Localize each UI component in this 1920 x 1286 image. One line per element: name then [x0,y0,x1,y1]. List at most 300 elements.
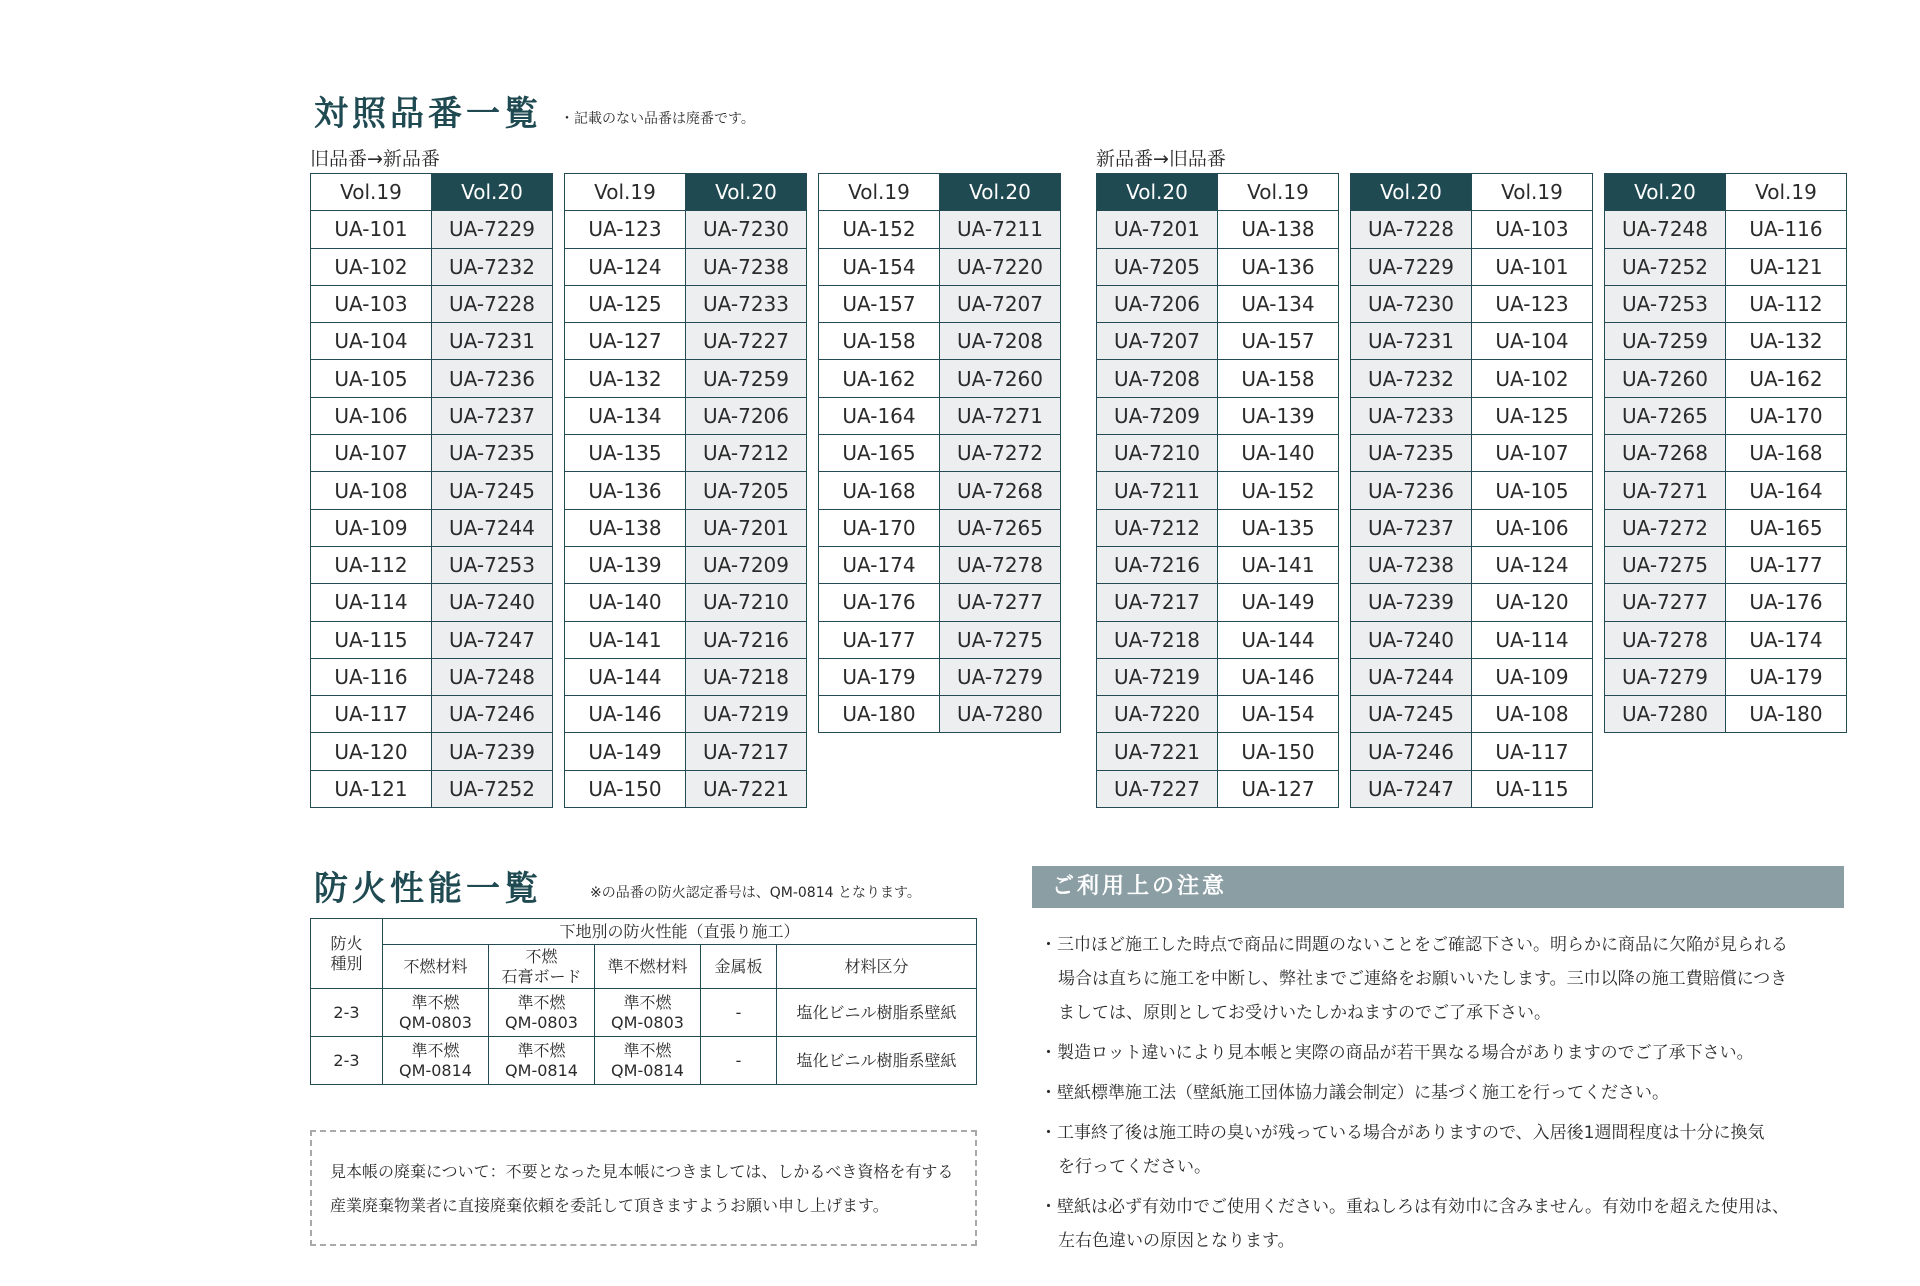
table-cell: UA-7235 [432,435,553,472]
notice-item [1040,1190,1850,1258]
table-cell: UA-7245 [1351,696,1472,733]
table-cell: UA-144 [565,658,686,695]
table-row [311,211,553,248]
table-cell: UA-117 [1472,733,1593,770]
table-row [1605,360,1847,397]
notice-title-bar: ご利用上の注意 [1032,866,1844,908]
table-row [1351,509,1593,546]
table-cell: UA-7227 [686,323,807,360]
table-row [565,248,807,285]
table-row [1351,435,1593,472]
table-cell: UA-103 [311,285,432,322]
table-cell: UA-7233 [686,285,807,322]
table-cell: UA-7280 [1605,696,1726,733]
table-row [1097,621,1339,658]
fire-cell: - [701,989,777,1037]
crossref-note: ・記載のない品番は廃番です。 [560,111,755,127]
column-header: Vol.20 [432,174,553,211]
table-cell: UA-7209 [686,546,807,583]
table-row [1605,658,1847,695]
fire-note: ※の品番の防火認定番号は、QM-0814 となります。 [590,885,921,901]
table-row [565,584,807,621]
table-cell: UA-162 [819,360,940,397]
table-row [1605,621,1847,658]
fire-performance-table [310,918,977,1085]
table-cell: UA-7229 [432,211,553,248]
table-row [819,658,1061,695]
table-cell: UA-105 [311,360,432,397]
fire-title: 防火性能一覧 [314,869,542,909]
table-row [1351,472,1593,509]
fire-cell: 準不燃 QM-0814 [383,1037,489,1085]
disposal-line: 産業廃棄物業者に直接廃棄依頼を委託して頂きますようお願い申し上げます。 [330,1196,889,1215]
table-cell: UA-7221 [686,770,807,807]
table-cell: UA-180 [819,696,940,733]
table-cell: UA-150 [1218,733,1339,770]
fire-col-header: 不燃材料 [383,945,489,989]
table-cell: UA-7244 [432,509,553,546]
table-cell: UA-176 [1726,584,1847,621]
table-cell: UA-7278 [1605,621,1726,658]
table-cell: UA-102 [1472,360,1593,397]
table-cell: UA-7252 [1605,248,1726,285]
table-cell: UA-7219 [686,696,807,733]
table-cell: UA-176 [819,584,940,621]
table-cell: UA-135 [565,435,686,472]
table-cell: UA-117 [311,696,432,733]
table-row [819,248,1061,285]
table-row [1097,509,1339,546]
table-row [1351,584,1593,621]
table-row [819,285,1061,322]
table-cell: UA-7259 [686,360,807,397]
table-cell: UA-104 [311,323,432,360]
notice-line: 場合は直ちに施工を中断し、弊社までご連絡をお願いいたします。三巾以降の施工費賠償につき [1058,969,1788,989]
table-row [565,546,807,583]
table-cell: UA-136 [565,472,686,509]
table-row [565,733,807,770]
table-cell: UA-107 [1472,435,1593,472]
table-row [1351,770,1593,807]
table-row [1605,546,1847,583]
table-cell: UA-7279 [940,658,1061,695]
table-cell: UA-7207 [940,285,1061,322]
notice-line: ・製造ロット違いにより見本帳と実際の商品が若干異なる場合がありますのでご了承下さい。 [1040,1043,1754,1063]
table-cell: UA-7229 [1351,248,1472,285]
table-cell: UA-132 [1726,323,1847,360]
table-row [1097,546,1339,583]
table-cell: UA-7216 [686,621,807,658]
fire-cell: 準不燃 QM-0803 [595,989,701,1037]
table-cell: UA-168 [1726,435,1847,472]
table-row [311,584,553,621]
table-cell: UA-7219 [1097,658,1218,695]
table-row [1097,360,1339,397]
table-cell: UA-174 [1726,621,1847,658]
table-cell: UA-179 [819,658,940,695]
table-cell: UA-7272 [940,435,1061,472]
table-cell: UA-164 [819,397,940,434]
table-row [1097,211,1339,248]
table-cell: UA-101 [311,211,432,248]
table-row [1351,397,1593,434]
fire-row [311,1037,977,1085]
table-cell: UA-125 [1472,397,1593,434]
table-cell: UA-7206 [686,397,807,434]
table-row [311,248,553,285]
table-row [819,584,1061,621]
table-row [311,696,553,733]
table-cell: UA-7220 [1097,696,1218,733]
table-row [819,472,1061,509]
table-header-row [819,174,1061,211]
table-cell: UA-7272 [1605,509,1726,546]
table-cell: UA-158 [819,323,940,360]
table-cell: UA-7208 [940,323,1061,360]
table-cell: UA-121 [1726,248,1847,285]
table-cell: UA-7207 [1097,323,1218,360]
table-cell: UA-7275 [940,621,1061,658]
table-row [1351,696,1593,733]
table-row [311,435,553,472]
table-cell: UA-124 [565,248,686,285]
table-cell: UA-7201 [1097,211,1218,248]
table-row [311,733,553,770]
table-row [1605,509,1847,546]
old-to-new-table-1 [310,173,553,808]
table-cell: UA-127 [1218,770,1339,807]
table-cell: UA-7230 [1351,285,1472,322]
table-cell: UA-7233 [1351,397,1472,434]
table-cell: UA-7232 [432,248,553,285]
table-row [311,397,553,434]
table-row [1351,285,1593,322]
table-cell: UA-7246 [1351,733,1472,770]
table-row [565,360,807,397]
table-cell: UA-7220 [940,248,1061,285]
table-row [1351,546,1593,583]
table-row [819,546,1061,583]
table-row [1097,658,1339,695]
fire-col-header: 金属板 [701,945,777,989]
table-cell: UA-116 [1726,211,1847,248]
table-cell: UA-7231 [1351,323,1472,360]
table-row [311,360,553,397]
table-row [565,472,807,509]
table-cell: UA-154 [819,248,940,285]
table-row [565,397,807,434]
table-row [1351,323,1593,360]
table-row [565,696,807,733]
table-cell: UA-7248 [432,658,553,695]
table-row [819,360,1061,397]
table-cell: UA-168 [819,472,940,509]
table-cell: UA-106 [1472,509,1593,546]
column-header: Vol.19 [819,174,940,211]
table-row [1351,360,1593,397]
notice-item [1040,928,1850,1030]
table-row [819,211,1061,248]
table-row [311,285,553,322]
table-cell: UA-121 [311,770,432,807]
column-header: Vol.19 [565,174,686,211]
table-cell: UA-157 [1218,323,1339,360]
table-row [819,323,1061,360]
table-row [565,323,807,360]
table-cell: UA-112 [311,546,432,583]
table-row [1097,435,1339,472]
fire-cell: - [701,1037,777,1085]
table-cell: UA-165 [819,435,940,472]
table-cell: UA-7208 [1097,360,1218,397]
table-cell: UA-7271 [940,397,1061,434]
table-row [1605,285,1847,322]
table-cell: UA-7239 [432,733,553,770]
table-cell: UA-120 [311,733,432,770]
table-cell: UA-7246 [432,696,553,733]
table-cell: UA-157 [819,285,940,322]
table-cell: UA-162 [1726,360,1847,397]
fire-group-header: 下地別の防火性能（直張り施工） [383,919,977,945]
table-cell: UA-135 [1218,509,1339,546]
table-cell: UA-115 [311,621,432,658]
table-row [1351,621,1593,658]
table-cell: UA-125 [565,285,686,322]
table-cell: UA-7238 [686,248,807,285]
column-header: Vol.20 [1097,174,1218,211]
table-cell: UA-7201 [686,509,807,546]
table-cell: UA-7217 [686,733,807,770]
table-cell: UA-146 [565,696,686,733]
fire-type-header: 防火 種別 [311,919,383,989]
table-cell: UA-7245 [432,472,553,509]
table-cell: UA-170 [819,509,940,546]
table-cell: UA-134 [1218,285,1339,322]
table-row [311,472,553,509]
table-cell: UA-7247 [1351,770,1472,807]
table-cell: UA-7240 [1351,621,1472,658]
table-cell: UA-123 [565,211,686,248]
notice-list [1040,928,1850,1264]
table-row [1605,696,1847,733]
table-cell: UA-114 [1472,621,1593,658]
table-cell: UA-7252 [432,770,553,807]
table-cell: UA-174 [819,546,940,583]
table-cell: UA-177 [1726,546,1847,583]
table-cell: UA-7228 [432,285,553,322]
fire-cell: 準不燃 QM-0803 [383,989,489,1037]
table-cell: UA-177 [819,621,940,658]
table-cell: UA-108 [1472,696,1593,733]
notice-item [1040,1036,1850,1070]
new-to-old-table-2 [1350,173,1593,808]
table-cell: UA-101 [1472,248,1593,285]
table-cell: UA-7232 [1351,360,1472,397]
table-cell: UA-106 [311,397,432,434]
table-row [311,621,553,658]
table-header-row [1351,174,1593,211]
table-cell: UA-7237 [1351,509,1472,546]
table-cell: UA-116 [311,658,432,695]
table-cell: UA-7277 [1605,584,1726,621]
table-row [1605,397,1847,434]
table-cell: UA-7205 [1097,248,1218,285]
column-header: Vol.20 [1605,174,1726,211]
table-row [565,621,807,658]
table-cell: UA-165 [1726,509,1847,546]
table-cell: UA-103 [1472,211,1593,248]
table-cell: UA-7277 [940,584,1061,621]
table-cell: UA-7235 [1351,435,1472,472]
table-cell: UA-136 [1218,248,1339,285]
table-row [1605,435,1847,472]
table-row [565,658,807,695]
table-cell: UA-7205 [686,472,807,509]
table-cell: UA-150 [565,770,686,807]
old-to-new-table-3 [818,173,1061,733]
column-header: Vol.20 [940,174,1061,211]
notice-line: ・工事終了後は施工時の臭いが残っている場合がありますので、入居後1週間程度は十分に換気 [1040,1123,1765,1143]
table-cell: UA-7230 [686,211,807,248]
column-header: Vol.20 [1351,174,1472,211]
table-row [819,509,1061,546]
table-cell: UA-7271 [1605,472,1726,509]
table-row [1097,397,1339,434]
table-cell: UA-179 [1726,658,1847,695]
table-cell: UA-107 [311,435,432,472]
disposal-line: 見本帳の廃棄について：不要となった見本帳につきましては、しかるべき資格を有する [330,1162,954,1181]
column-header: Vol.19 [1726,174,1847,211]
table-cell: UA-7228 [1351,211,1472,248]
table-row [311,323,553,360]
new-to-old-table-3 [1604,173,1847,733]
table-cell: UA-138 [565,509,686,546]
table-cell: UA-7206 [1097,285,1218,322]
table-header-row [1097,174,1339,211]
table-row [819,435,1061,472]
new-to-old-table-1 [1096,173,1339,808]
table-cell: UA-7237 [432,397,553,434]
table-cell: UA-7227 [1097,770,1218,807]
table-cell: UA-7279 [1605,658,1726,695]
table-cell: UA-7260 [940,360,1061,397]
table-cell: UA-7244 [1351,658,1472,695]
table-row [1605,584,1847,621]
table-header-row [565,174,807,211]
table-row [1351,211,1593,248]
table-row [565,770,807,807]
table-row [1097,285,1339,322]
fire-col-header: 材料区分 [777,945,977,989]
table-cell: UA-146 [1218,658,1339,695]
fire-cell: 準不燃 QM-0814 [595,1037,701,1085]
table-row [1097,472,1339,509]
table-row [565,435,807,472]
table-cell: UA-7248 [1605,211,1726,248]
table-cell: UA-7260 [1605,360,1726,397]
table-cell: UA-7259 [1605,323,1726,360]
table-cell: UA-7268 [940,472,1061,509]
table-cell: UA-141 [1218,546,1339,583]
notice-line: を行ってください。 [1058,1157,1211,1177]
table-cell: UA-7278 [940,546,1061,583]
table-row [819,696,1061,733]
table-row [565,211,807,248]
table-cell: UA-7209 [1097,397,1218,434]
notice-item [1040,1076,1850,1110]
table-row [565,509,807,546]
table-cell: UA-7211 [1097,472,1218,509]
table-cell: UA-7218 [686,658,807,695]
table-cell: UA-138 [1218,211,1339,248]
table-row [1351,658,1593,695]
table-cell: UA-140 [1218,435,1339,472]
table-cell: UA-7236 [1351,472,1472,509]
table-cell: UA-115 [1472,770,1593,807]
fire-col-header: 準不燃材料 [595,945,701,989]
table-row [1097,248,1339,285]
table-cell: UA-139 [565,546,686,583]
column-header: Vol.20 [686,174,807,211]
table-cell: UA-7240 [432,584,553,621]
table-cell: UA-164 [1726,472,1847,509]
table-cell: UA-7265 [940,509,1061,546]
table-cell: UA-132 [565,360,686,397]
table-cell: UA-7280 [940,696,1061,733]
table-cell: UA-127 [565,323,686,360]
table-cell: UA-7231 [432,323,553,360]
table-cell: UA-102 [311,248,432,285]
table-cell: UA-141 [565,621,686,658]
table-header-row [1605,174,1847,211]
table-cell: UA-109 [1472,658,1593,695]
table-cell: UA-152 [819,211,940,248]
fire-cell: 準不燃 QM-0814 [489,1037,595,1085]
table-cell: UA-124 [1472,546,1593,583]
table-cell: UA-7211 [940,211,1061,248]
table-cell: UA-7221 [1097,733,1218,770]
column-header: Vol.19 [1472,174,1593,211]
table-row [311,546,553,583]
table-row [565,285,807,322]
table-row [819,621,1061,658]
table-cell: UA-114 [311,584,432,621]
table-cell: UA-120 [1472,584,1593,621]
table-row [1351,248,1593,285]
table-row [1097,733,1339,770]
table-cell: UA-7212 [1097,509,1218,546]
table-cell: UA-112 [1726,285,1847,322]
table-cell: UA-7217 [1097,584,1218,621]
notice-line: ・三巾ほど施工した時点で商品に問題のないことをご確認下さい。明らかに商品に欠陥が見られる [1040,935,1788,955]
new-to-old-label: 新品番→旧品番 [1096,148,1226,170]
table-cell: UA-140 [565,584,686,621]
table-cell: UA-7253 [1605,285,1726,322]
table-cell: UA-170 [1726,397,1847,434]
table-cell: UA-149 [1218,584,1339,621]
table-row [1605,211,1847,248]
table-row [1097,770,1339,807]
table-row [1097,584,1339,621]
table-row [1605,248,1847,285]
table-cell: UA-7210 [1097,435,1218,472]
fire-cell: 2-3 [311,1037,383,1085]
old-to-new-table-2 [564,173,807,808]
table-row [1097,696,1339,733]
disposal-notice-box [310,1130,977,1246]
table-row [1605,472,1847,509]
table-cell: UA-108 [311,472,432,509]
